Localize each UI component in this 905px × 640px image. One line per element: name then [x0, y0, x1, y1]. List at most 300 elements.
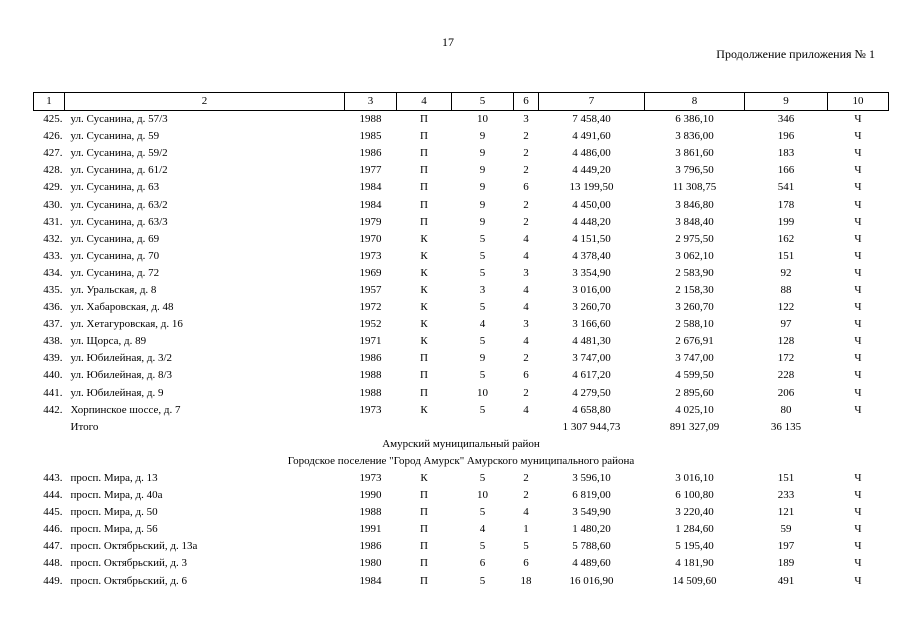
cell-ent: 6 [523, 369, 529, 382]
cell-mat: П [420, 147, 428, 160]
cell-area_living: 6 386,10 [675, 113, 714, 126]
cell-n: 425. [43, 113, 63, 126]
cell-type: Ч [854, 557, 862, 570]
cell-area_living: 5 195,40 [675, 540, 714, 553]
table-row [34, 487, 889, 504]
settlement-title: Городское поселение "Город Амурск" Амурского муниципального района [287, 454, 635, 467]
empty-cell [345, 419, 397, 436]
cell-n: 433. [43, 249, 63, 262]
cell-residents: 59 [780, 523, 792, 536]
cell-type: Ч [854, 369, 862, 382]
cell-area_total: 5 788,60 [572, 540, 611, 553]
cell-area_total: 1 480,20 [572, 523, 611, 536]
cell-fl: 5 [479, 540, 486, 553]
cell-n: 431. [43, 215, 63, 228]
cell-n: 435. [43, 283, 63, 296]
cell-area_living: 4 599,50 [675, 369, 714, 382]
cell-addr: просп. Октябрьский, д. 3 [70, 557, 188, 570]
cell-residents: 233 [777, 489, 795, 502]
cell-mat: П [420, 574, 428, 587]
cell-residents: 183 [777, 147, 795, 160]
cell-n: 434. [43, 266, 63, 279]
cell-area_total: 3 747,00 [572, 352, 611, 365]
column-header: 5 [452, 93, 514, 111]
cell-residents: 88 [780, 283, 792, 296]
cell-n: 429. [43, 181, 63, 194]
table-row [34, 265, 889, 282]
cell-year: 1986 [359, 352, 382, 365]
cell-residents: 166 [777, 164, 795, 177]
cell-area_living: 3 747,00 [675, 352, 714, 365]
cell-area_total: 4 450,00 [572, 198, 611, 211]
cell-type: Ч [854, 249, 862, 262]
cell-area_living: 2 676,91 [675, 335, 714, 348]
cell-n: 441. [43, 386, 63, 399]
cell-mat: П [420, 181, 428, 194]
cell-area_total: 3 354,90 [572, 266, 611, 279]
cell-ent: 2 [523, 198, 529, 211]
cell-year: 1973 [359, 472, 382, 485]
cell-type: Ч [854, 113, 862, 126]
cell-ent: 2 [523, 164, 529, 177]
cell-year: 1977 [359, 164, 382, 177]
cell-n: 430. [43, 198, 63, 211]
table-row [34, 350, 889, 367]
column-header: 9 [745, 93, 828, 111]
cell-type: Ч [854, 472, 862, 485]
cell-area_total: 4 449,20 [572, 164, 611, 177]
cell-addr: ул. Сусанина, д. 72 [70, 266, 160, 279]
cell-type: Ч [854, 489, 862, 502]
cell-year: 1970 [359, 232, 382, 245]
cell-residents: 199 [777, 215, 795, 228]
cell-ent: 4 [523, 283, 529, 296]
cell-n: 448. [43, 557, 63, 570]
cell-ent: 2 [523, 130, 529, 143]
cell-type: Ч [854, 283, 862, 296]
cell-type: Ч [854, 130, 862, 143]
cell-n: 445. [43, 506, 63, 519]
cell-area_total: 4 489,60 [572, 557, 611, 570]
cell-n: 428. [43, 164, 63, 177]
cell-fl: 9 [479, 352, 486, 365]
cell-addr: ул. Сусанина, д. 69 [70, 232, 160, 245]
cell-year: 1972 [359, 301, 382, 314]
cell-year: 1957 [359, 283, 382, 296]
cell-area_living: 3 861,60 [675, 147, 714, 160]
cell-area_living: 2 895,60 [675, 386, 714, 399]
column-header: 10 [828, 93, 889, 111]
cell-fl: 5 [479, 335, 486, 348]
cell-ent: 2 [523, 386, 529, 399]
cell-mat: П [420, 130, 428, 143]
cell-n: 427. [43, 147, 63, 160]
cell-ent: 4 [523, 301, 529, 314]
cell-n: 440. [43, 369, 63, 382]
cell-fl: 3 [479, 283, 486, 296]
cell-addr: ул. Юбилейная, д. 3/2 [70, 352, 173, 365]
cell-ent: 4 [523, 249, 529, 262]
table-row [34, 214, 889, 231]
district-title-row [34, 436, 889, 453]
cell-ent: 4 [523, 403, 529, 416]
cell-fl: 9 [479, 164, 486, 177]
cell-addr: ул. Сусанина, д. 61/2 [70, 164, 168, 177]
cell-area_living: 4 025,10 [675, 403, 714, 416]
cell-residents: 196 [777, 130, 795, 143]
cell-fl: 10 [477, 489, 488, 502]
cell-area_living: 4 181,90 [675, 557, 714, 570]
table-row [34, 333, 889, 350]
cell-area_total: 3 549,90 [572, 506, 611, 519]
cell-ent: 2 [523, 147, 529, 160]
cell-type: Ч [854, 301, 862, 314]
table-row [34, 367, 889, 384]
table-row [34, 111, 889, 129]
column-header: 6 [514, 93, 539, 111]
cell-area_living: 2 583,90 [675, 266, 714, 279]
cell-residents: 178 [777, 198, 795, 211]
cell-residents: 151 [777, 472, 795, 485]
cell-type: Ч [854, 147, 862, 160]
cell-year: 1952 [359, 318, 382, 331]
cell-mat: П [420, 369, 428, 382]
cell-residents: 80 [780, 403, 792, 416]
table-row [34, 402, 889, 419]
cell-mat: К [420, 266, 428, 279]
cell-type: Ч [854, 540, 862, 553]
total-residents: 36 135 [770, 420, 802, 433]
cell-year: 1988 [359, 506, 382, 519]
housing-table [33, 92, 889, 590]
empty-cell [514, 419, 539, 436]
cell-area_living: 3 062,10 [675, 249, 714, 262]
cell-fl: 9 [479, 198, 486, 211]
cell-ent: 4 [523, 232, 529, 245]
cell-area_total: 4 481,30 [572, 335, 611, 348]
cell-mat: К [420, 335, 428, 348]
cell-year: 1985 [359, 130, 382, 143]
table-row [34, 231, 889, 248]
cell-addr: ул. Хетагуровская, д. 16 [70, 318, 183, 331]
table-row [34, 299, 889, 316]
cell-n: 442. [43, 403, 63, 416]
table-row [34, 179, 889, 196]
cell-fl: 4 [479, 523, 486, 536]
column-header: 3 [345, 93, 397, 111]
cell-year: 1988 [359, 369, 382, 382]
cell-year: 1988 [359, 113, 382, 126]
cell-ent: 3 [523, 266, 529, 279]
cell-area_total: 4 658,80 [572, 403, 611, 416]
cell-area_total: 16 016,90 [569, 574, 614, 587]
cell-fl: 5 [479, 574, 486, 587]
table-row [34, 573, 889, 590]
cell-area_living: 2 588,10 [675, 318, 714, 331]
cell-ent: 1 [523, 523, 529, 536]
cell-fl: 9 [479, 147, 486, 160]
cell-fl: 5 [479, 301, 486, 314]
cell-mat: П [420, 386, 428, 399]
table-row [34, 145, 889, 162]
cell-area_total: 3 596,10 [572, 472, 611, 485]
table-row [34, 555, 889, 572]
empty-cell [452, 419, 514, 436]
cell-ent: 6 [523, 181, 529, 194]
cell-ent: 3 [523, 318, 529, 331]
cell-mat: П [420, 506, 428, 519]
table-row [34, 521, 889, 538]
page-number: 17 [442, 35, 454, 49]
cell-residents: 162 [777, 232, 795, 245]
cell-mat: К [420, 232, 428, 245]
cell-area_living: 3 836,00 [675, 130, 714, 143]
column-header: 1 [34, 93, 65, 111]
cell-type: Ч [854, 403, 862, 416]
cell-area_total: 4 151,50 [572, 232, 611, 245]
cell-area_living: 1 284,60 [675, 523, 714, 536]
cell-area_total: 3 016,00 [572, 283, 611, 296]
cell-addr: ул. Сусанина, д. 59/2 [70, 147, 168, 160]
cell-ent: 4 [523, 506, 529, 519]
cell-year: 1980 [359, 557, 382, 570]
cell-fl: 9 [479, 215, 486, 228]
cell-area_total: 3 166,60 [572, 318, 611, 331]
cell-area_living: 14 509,60 [672, 574, 717, 587]
table-row [34, 162, 889, 179]
cell-type: Ч [854, 386, 862, 399]
cell-mat: П [420, 523, 428, 536]
district-title: Амурский муниципальный район [382, 437, 540, 450]
cell-year: 1979 [359, 215, 382, 228]
cell-mat: К [420, 403, 428, 416]
cell-area_total: 4 378,40 [572, 249, 611, 262]
cell-type: Ч [854, 506, 862, 519]
cell-residents: 541 [777, 181, 795, 194]
total-area_total: 1 307 944,73 [562, 420, 621, 433]
cell-residents: 128 [777, 335, 795, 348]
cell-ent: 3 [523, 113, 529, 126]
cell-fl: 4 [479, 318, 486, 331]
cell-area_total: 4 448,20 [572, 215, 611, 228]
table-row [34, 385, 889, 402]
cell-year: 1973 [359, 249, 382, 262]
cell-area_total: 4 491,60 [572, 130, 611, 143]
cell-area_living: 3 220,40 [675, 506, 714, 519]
empty-cell [397, 419, 452, 436]
table-row [34, 316, 889, 333]
cell-ent: 2 [523, 352, 529, 365]
cell-mat: П [420, 198, 428, 211]
table-row [34, 128, 889, 145]
cell-mat: К [420, 249, 428, 262]
cell-fl: 5 [479, 472, 486, 485]
cell-area_total: 6 819,00 [572, 489, 611, 502]
cell-residents: 92 [780, 266, 792, 279]
settlement-title-row [34, 453, 889, 470]
cell-residents: 346 [777, 113, 795, 126]
cell-addr: ул. Сусанина, д. 63/2 [70, 198, 168, 211]
cell-n: 437. [43, 318, 63, 331]
cell-residents: 228 [777, 369, 795, 382]
empty-cell [828, 419, 889, 436]
cell-type: Ч [854, 318, 862, 331]
cell-year: 1984 [359, 198, 382, 211]
cell-n: 438. [43, 335, 63, 348]
total-label: Итого [70, 420, 99, 433]
cell-addr: ул. Юбилейная, д. 8/3 [70, 369, 173, 382]
cell-n: 449. [43, 574, 63, 587]
cell-area_living: 3 796,50 [675, 164, 714, 177]
table-row [34, 248, 889, 265]
column-header: 4 [397, 93, 452, 111]
column-header: 2 [65, 93, 345, 111]
cell-addr: просп. Мира, д. 40а [70, 489, 163, 502]
cell-ent: 2 [523, 472, 529, 485]
cell-n: 443. [43, 472, 63, 485]
table-row [34, 282, 889, 299]
cell-mat: П [420, 164, 428, 177]
cell-mat: П [420, 352, 428, 365]
cell-ent: 18 [520, 574, 532, 587]
cell-n: 447. [43, 540, 63, 553]
cell-fl: 5 [479, 232, 486, 245]
cell-ent: 2 [523, 489, 529, 502]
cell-type: Ч [854, 164, 862, 177]
cell-n: 436. [43, 301, 63, 314]
cell-residents: 151 [777, 249, 795, 262]
cell-mat: П [420, 113, 428, 126]
cell-n: 432. [43, 232, 63, 245]
cell-area_total: 7 458,40 [572, 113, 611, 126]
table-row [34, 470, 889, 487]
cell-residents: 206 [777, 386, 795, 399]
cell-area_total: 3 260,70 [572, 301, 611, 314]
cell-ent: 6 [523, 557, 529, 570]
cell-fl: 10 [477, 113, 488, 126]
cell-fl: 6 [479, 557, 486, 570]
cell-type: Ч [854, 523, 862, 536]
cell-addr: ул. Сусанина, д. 63 [70, 181, 160, 194]
cell-mat: К [420, 301, 428, 314]
table-row [34, 538, 889, 555]
cell-addr: ул. Сусанина, д. 70 [70, 249, 160, 262]
cell-addr: ул. Сусанина, д. 63/3 [70, 215, 168, 228]
cell-mat: К [420, 472, 428, 485]
cell-area_living: 3 016,10 [675, 472, 714, 485]
cell-residents: 97 [780, 318, 792, 331]
cell-addr: ул. Хабаровская, д. 48 [70, 301, 174, 314]
cell-type: Ч [854, 266, 862, 279]
cell-area_total: 4 617,20 [572, 369, 611, 382]
cell-mat: П [420, 557, 428, 570]
cell-addr: просп. Октябрьский, д. 13а [70, 540, 198, 553]
cell-ent: 4 [523, 335, 529, 348]
cell-residents: 197 [777, 540, 795, 553]
cell-year: 1969 [359, 266, 382, 279]
cell-fl: 10 [477, 386, 488, 399]
cell-addr: просп. Мира, д. 13 [70, 472, 158, 485]
cell-type: Ч [854, 335, 862, 348]
cell-type: Ч [854, 232, 862, 245]
cell-addr: просп. Мира, д. 56 [70, 523, 158, 536]
cell-year: 1984 [359, 181, 382, 194]
cell-type: Ч [854, 181, 862, 194]
total-area_living: 891 327,09 [669, 420, 720, 433]
cell-area_living: 11 308,75 [672, 181, 717, 194]
column-header: 7 [539, 93, 645, 111]
cell-residents: 172 [777, 352, 795, 365]
cell-ent: 2 [523, 215, 529, 228]
cell-addr: просп. Мира, д. 50 [70, 506, 158, 519]
cell-fl: 9 [479, 130, 486, 143]
cell-type: Ч [854, 198, 862, 211]
cell-area_total: 13 199,50 [569, 181, 614, 194]
cell-fl: 5 [479, 266, 486, 279]
cell-mat: П [420, 215, 428, 228]
cell-year: 1986 [359, 540, 382, 553]
empty-cell [34, 419, 65, 436]
cell-n: 446. [43, 523, 63, 536]
cell-mat: К [420, 318, 428, 331]
cell-type: Ч [854, 574, 862, 587]
cell-fl: 5 [479, 403, 486, 416]
cell-mat: П [420, 540, 428, 553]
cell-fl: 5 [479, 249, 486, 262]
cell-year: 1986 [359, 147, 382, 160]
cell-residents: 122 [777, 301, 795, 314]
column-header: 8 [645, 93, 745, 111]
cell-n: 444. [43, 489, 63, 502]
cell-area_living: 3 848,40 [675, 215, 714, 228]
cell-fl: 5 [479, 369, 486, 382]
cell-year: 1988 [359, 386, 382, 399]
cell-area_living: 6 100,80 [675, 489, 714, 502]
cell-residents: 189 [777, 557, 795, 570]
cell-area_living: 2 158,30 [675, 283, 714, 296]
cell-addr: ул. Уральская, д. 8 [70, 283, 157, 296]
cell-area_living: 3 260,70 [675, 301, 714, 314]
cell-n: 426. [43, 130, 63, 143]
cell-mat: П [420, 489, 428, 502]
cell-fl: 9 [479, 181, 486, 194]
cell-residents: 491 [777, 574, 795, 587]
cell-addr: ул. Сусанина, д. 59 [70, 130, 160, 143]
cell-year: 1971 [359, 335, 382, 348]
cell-addr: Хорпинское шоссе, д. 7 [70, 403, 181, 416]
cell-addr: просп. Октябрьский, д. 6 [70, 574, 188, 587]
cell-year: 1984 [359, 574, 382, 587]
appendix-title: Продолжение приложения № 1 [716, 47, 875, 61]
cell-type: Ч [854, 352, 862, 365]
cell-ent: 5 [523, 540, 529, 553]
cell-year: 1973 [359, 403, 382, 416]
cell-addr: ул. Сусанина, д. 57/3 [70, 113, 168, 126]
header-row [34, 93, 889, 111]
cell-addr: ул. Щорса, д. 89 [70, 335, 147, 348]
cell-mat: К [420, 283, 428, 296]
cell-fl: 5 [479, 506, 486, 519]
cell-area_total: 4 486,00 [572, 147, 611, 160]
cell-year: 1991 [359, 523, 382, 536]
cell-n: 439. [43, 352, 63, 365]
cell-area_total: 4 279,50 [572, 386, 611, 399]
cell-type: Ч [854, 215, 862, 228]
total-row [34, 419, 889, 436]
cell-addr: ул. Юбилейная, д. 9 [70, 386, 164, 399]
table-row [34, 196, 889, 213]
cell-residents: 121 [777, 506, 795, 519]
